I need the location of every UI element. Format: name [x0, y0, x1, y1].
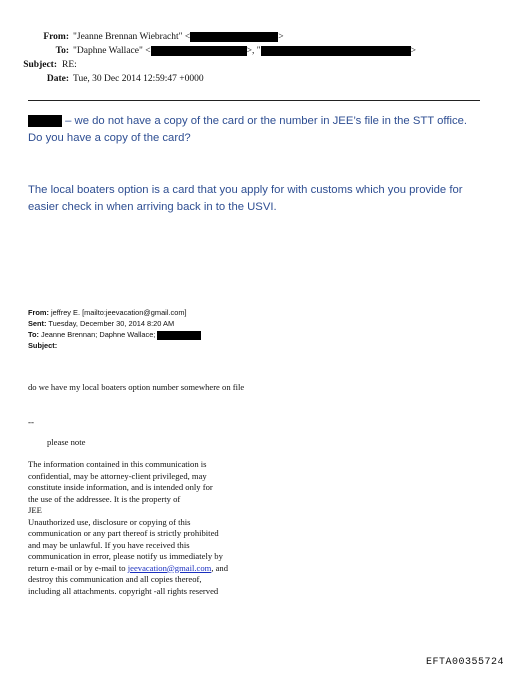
header-from-close: > — [278, 32, 284, 42]
original-message: do we have my local boaters option number somewhere on file — [28, 382, 245, 392]
bates-number: EFTA00355724 — [425, 657, 504, 668]
header-to-mid: >, " — [246, 46, 261, 56]
redaction-box — [157, 331, 201, 340]
header-to-value: "Daphne Wallace" < — [73, 46, 151, 56]
header-subject-label: Subject: — [23, 60, 57, 70]
reply-paragraph-2: The local boaters option is a card that you apply for with customs which you provide for easier check in when arriving back in to the USVI. — [28, 184, 463, 213]
signature-separator: -- — [28, 417, 34, 427]
header-to-label: To: — [55, 46, 69, 56]
disclaimer-line: constitute inside information, and is intended only for — [28, 482, 213, 492]
email-link[interactable]: jeevacation@gmail.com — [127, 562, 212, 573]
please-note: please note — [47, 437, 86, 447]
fwd-subject-row: Subject: — [28, 341, 58, 350]
disclaimer-line: communication in error, please notify us immediately by — [28, 551, 223, 561]
header-date-value: Tue, 30 Dec 2014 12:59:47 +0000 — [73, 74, 204, 84]
reply-paragraph-1-text: – we do not have a copy of the card or the number in JEE’s file in the STT office. Do you have a copy of the card? — [28, 115, 468, 144]
disclaimer-line: communication or any part thereof is strictly prohibited — [28, 528, 219, 538]
header-from-label: From: — [43, 32, 69, 42]
redaction-box — [28, 115, 62, 127]
reply-paragraph-1 — [28, 113, 483, 147]
header-divider — [28, 100, 480, 101]
redaction-box — [190, 32, 278, 42]
disclaimer-line: The information contained in this communication is — [28, 459, 207, 469]
disclaimer-line: and may be unlawful. If you have received this — [28, 539, 190, 550]
disclaimer-line: including all attachments. copyright -all rights reserved — [28, 585, 219, 596]
disclaimer-line: the use of the addressee. It is the property of — [28, 493, 181, 504]
disclaimer-line: destroy this communication and all copies thereof, — [28, 574, 202, 584]
forwarded-header — [28, 307, 201, 351]
header-from-value: "Jeanne Brennan Wiebracht" < — [73, 32, 191, 42]
disclaimer-line: JEE — [28, 505, 42, 515]
header-to-close: > — [410, 46, 416, 56]
disclaimer-line: confidential, may be attorney-client privileged, may — [28, 470, 207, 481]
disclaimer-line: return e-mail or by e-mail to jeevacation@gmail.com, and — [28, 562, 229, 573]
header-subject-value: RE: — [62, 60, 77, 70]
fwd-sent-row: Sent: Tuesday, December 30, 2014 8:20 AM — [28, 319, 175, 328]
disclaimer — [28, 459, 278, 597]
redaction-box — [261, 46, 411, 56]
redaction-box — [151, 46, 247, 56]
header-date-label: Date: — [46, 74, 69, 84]
fwd-to-row: To: Jeanne Brennan; Daphne Wallace; — [28, 329, 201, 340]
disclaimer-line: Unauthorized use, disclosure or copying of this — [28, 516, 191, 527]
fwd-from-row: From: jeffrey E. [mailto:jeevacation@gmail.com] — [28, 308, 187, 317]
